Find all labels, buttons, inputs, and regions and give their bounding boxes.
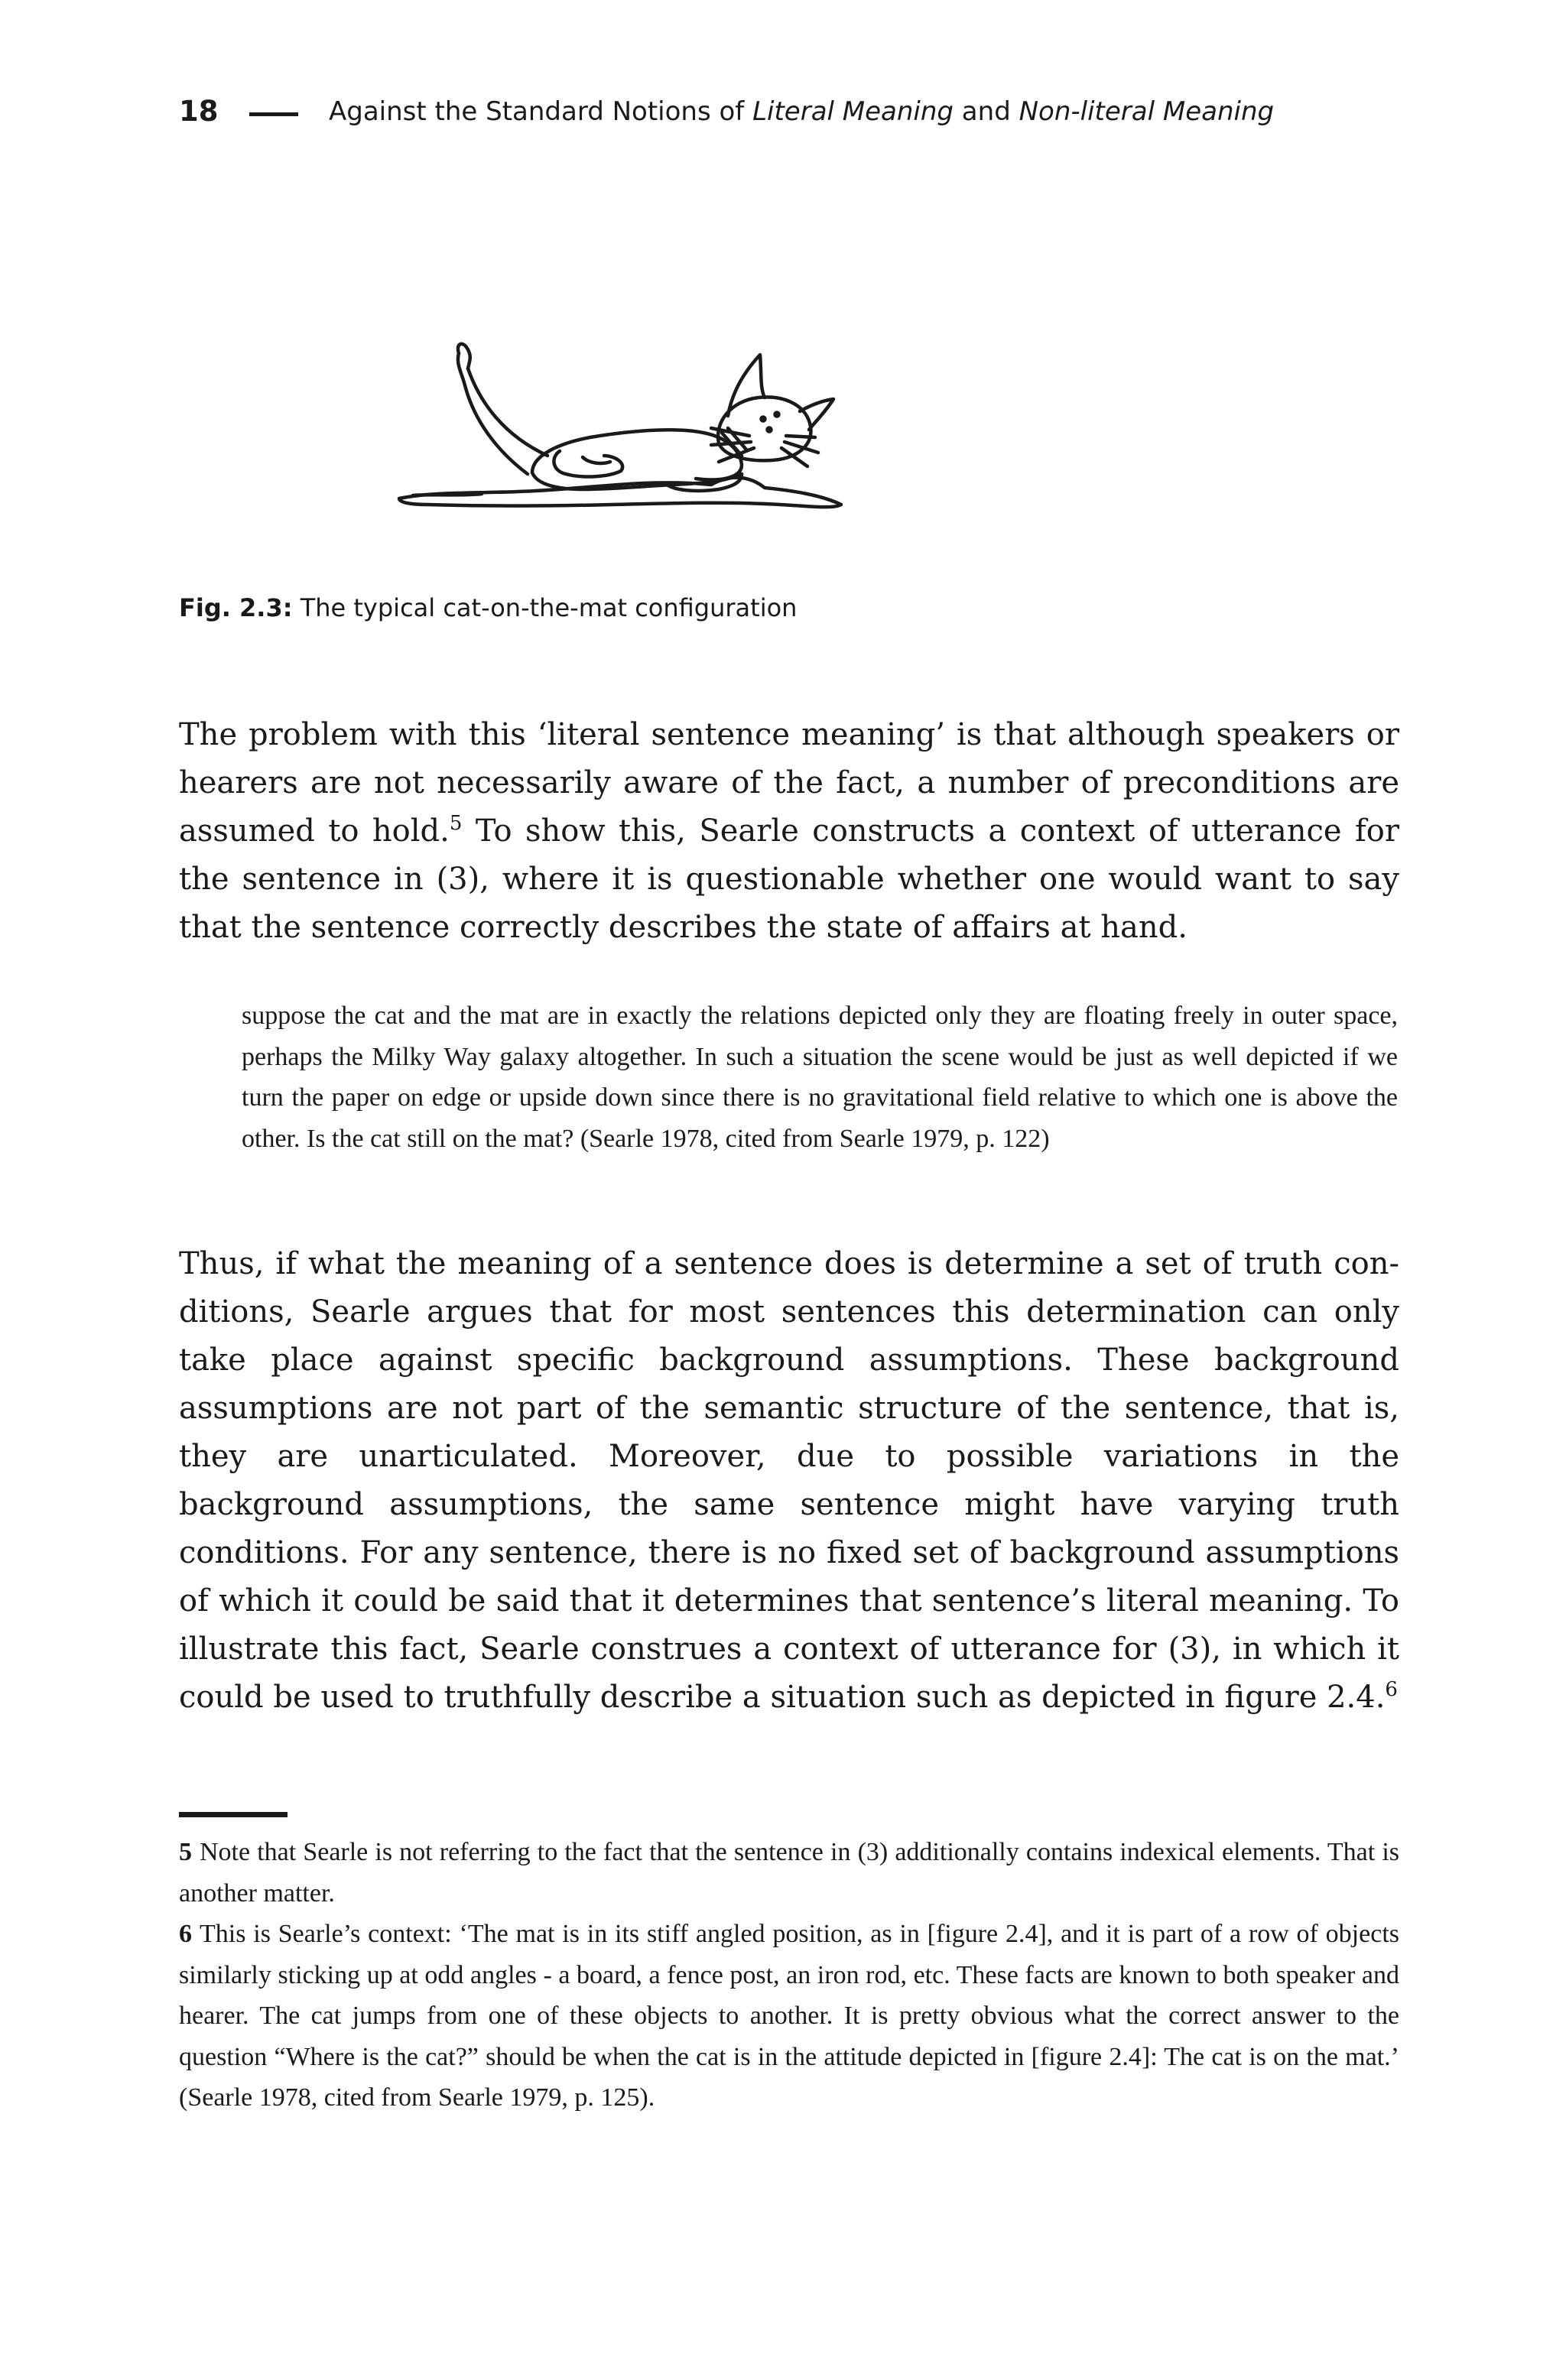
footnote-5 — [179, 1832, 1399, 1914]
running-title — [329, 96, 1274, 127]
running-title-part2: and — [954, 96, 1019, 127]
page-number: 18 — [179, 95, 219, 128]
paragraph-2-text: Thus, if what the meaning of a sentence does is determine a set of truth conditions, Searle argues that for most sentences this determination can only take place against specific background assumptions. These background assumptions are not part of the semantic structure of the sentence, that is, they are unarticulated. Moreover, due to possible variations in the background assumptions, the same sentence might have varying truth conditions. For any sentence, there is no fixed set of background assumptions of which it could be said that it determines that sentence’s literal meaning. To illustrate this fact, Searle construes a context of utterance for (3), in which it could be used to truthfully describe a situation such as depicted in figure 2.4. — [179, 1246, 1399, 1715]
footnote-text: This is Searle’s context: ‘The mat is in its stiff angled position, as in [figure 2.4], and it is part of a row of objects similarly sticking up at odd angles - a board, a fence post, an iron rod, etc. These facts are known to both speaker and hearer. The cat jumps from one of these objects to another. It is pretty obvious what the correct answer to the question “Where is the cat?” should be when the cat is in the attitude depicted in [figure 2.4]: The cat is on the mat.’ (Searle 1978, cited from Searle 1979, p. 125). — [179, 1920, 1399, 2112]
running-header — [179, 95, 1402, 141]
footnote-ref-6: 6 — [1385, 1678, 1398, 1701]
figure-caption — [179, 593, 797, 622]
header-rule — [249, 112, 298, 116]
paragraph-1 — [179, 711, 1399, 952]
figure-caption-label: Fig. 2.3: — [179, 593, 293, 622]
paragraph-1-text-b: To show this, Searle constructs a context of utterance for the sentence in (3), where it is questionable whether one would want to say that the sentence correctly describes the state of affairs at hand. — [179, 813, 1399, 945]
running-title-italic2: Non-literal Meaning — [1019, 96, 1275, 127]
footnote-number: 6 — [179, 1920, 192, 1948]
footnote-separator — [179, 1812, 288, 1817]
running-title-part1: Against the Standard Notions of — [329, 96, 753, 127]
footnote-ref-5: 5 — [449, 812, 463, 835]
running-title-italic1: Literal Meaning — [752, 96, 954, 127]
paragraph-1-text-a: The problem with this ‘literal sentence meaning’ is that although speakers or hearers are not necessarily aware of the fact, a number of preconditions are assumed to hold. — [179, 717, 1399, 849]
paragraph-2 — [179, 1240, 1399, 1722]
cat-on-mat-drawing-icon — [382, 321, 933, 543]
block-quote: suppose the cat and the mat are in exactly the relations depicted only they are floating freely in outer space, perhaps the Milky Way galaxy altogether. In such a situation the scene would be just as well depicted if we turn the paper on edge or upside down since there is no gravitational field relative to which one is above the other. Is the cat still on the mat? (Searle 1978, cited from Searle 1979, p. 122) — [242, 1002, 1398, 1153]
footnote-text: Note that Searle is not referring to the fact that the sentence in (3) additionally contains indexical elements. That is another matter. — [179, 1838, 1399, 1908]
footnote-number: 5 — [179, 1838, 192, 1866]
figure-caption-text: The typical cat-on-the-mat configuration — [292, 593, 798, 622]
footnote-6 — [179, 1914, 1399, 2119]
figure-2-3 — [382, 321, 933, 543]
